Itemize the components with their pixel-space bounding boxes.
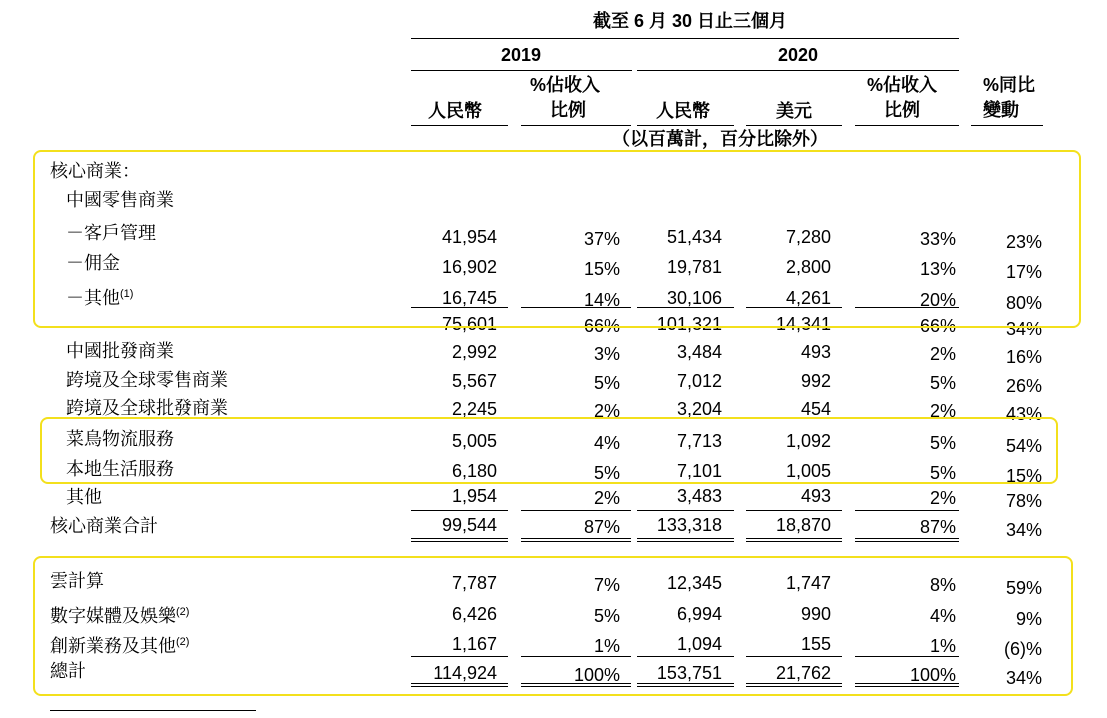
cell-rmb-2019: 6,426	[451, 604, 497, 624]
cell-pct-2019: 7%	[593, 575, 620, 595]
cell-rmb-2019: 2,992	[451, 342, 497, 362]
cell-pct-2020: 4%	[929, 606, 956, 626]
footnote-marker: (2)	[176, 636, 190, 648]
cell-pct-2019: 15%	[583, 259, 620, 279]
cell-yoy-change: 9%	[1015, 609, 1042, 629]
cell-pct-2020: 87%	[919, 517, 956, 537]
cell-pct-2019: 66%	[583, 316, 620, 336]
row-label	[66, 397, 228, 419]
year-2019-header: 2019	[500, 45, 542, 65]
cell-rmb-2020: 7,713	[676, 431, 722, 451]
cell-rmb-2019: 16,745	[441, 288, 497, 308]
cell-pct-2019: 37%	[583, 229, 620, 249]
cell-rmb-2020: 3,484	[676, 342, 722, 362]
cell-pct-2020: 2%	[929, 344, 956, 364]
cell-rmb-2019: 1,167	[451, 634, 497, 654]
cell-yoy-change: 17%	[1005, 262, 1042, 282]
year-2019-underline	[411, 70, 632, 71]
cell-rmb-2019: 16,902	[441, 257, 497, 277]
cell-rmb-2019: 5,005	[451, 431, 497, 451]
cell-pct-2020: 33%	[919, 229, 956, 249]
col-rmb-2020-header: 人民幣	[656, 101, 710, 121]
cell-usd-2020: 990	[800, 604, 831, 624]
row-label-text: 跨境及全球零售商業	[66, 370, 228, 390]
core-total-double-rule	[855, 538, 959, 542]
cell-pct-2019: 100%	[573, 665, 620, 685]
col-yoy-header-line1: %同比	[983, 75, 1036, 95]
col-usd-2020-header: 美元	[776, 101, 812, 121]
cell-pct-2020: 2%	[929, 401, 956, 421]
cell-pct-2020: 5%	[929, 433, 956, 453]
cell-rmb-2020: 1,094	[676, 634, 722, 654]
cell-rmb-2020: 133,318	[656, 515, 722, 535]
year-2020-underline	[637, 70, 959, 71]
cell-pct-2019: 87%	[583, 517, 620, 537]
cell-rmb-2019: 75,601	[441, 314, 497, 334]
footnote-rule	[50, 710, 256, 711]
core-total-double-rule	[637, 538, 734, 542]
cell-yoy-change: 34%	[1005, 319, 1042, 339]
cell-pct-2020: 2%	[929, 488, 956, 508]
cell-rmb-2019: 1,954	[451, 486, 497, 506]
cell-yoy-change: 54%	[1005, 436, 1042, 456]
cell-usd-2020: 21,762	[775, 663, 831, 683]
row-label	[50, 515, 158, 537]
col-pct-2019-header-line1: %佔收入	[530, 75, 601, 95]
cell-pct-2019: 5%	[593, 373, 620, 393]
cell-pct-2019: 4%	[593, 433, 620, 453]
year-2020-header: 2020	[777, 45, 819, 65]
cell-rmb-2019: 99,544	[441, 515, 497, 535]
cell-pct-2019: 5%	[593, 463, 620, 483]
cell-usd-2020: 155	[800, 634, 831, 654]
cell-usd-2020: 1,747	[785, 573, 831, 593]
cell-pct-2019: 14%	[583, 290, 620, 310]
row-label	[66, 369, 228, 391]
core-total-double-rule	[411, 538, 508, 542]
cell-yoy-change: (6)%	[1003, 639, 1042, 659]
cell-yoy-change: 59%	[1005, 578, 1042, 598]
cell-rmb-2019: 41,954	[441, 227, 497, 247]
col-pct-2020-header-line2: 比例	[884, 100, 920, 120]
cell-usd-2020: 454	[800, 399, 831, 419]
cell-yoy-change: 34%	[1005, 520, 1042, 540]
cell-rmb-2019: 2,245	[451, 399, 497, 419]
cell-pct-2020: 5%	[929, 463, 956, 483]
cell-rmb-2020: 101,321	[656, 314, 722, 334]
core-total-rule	[521, 510, 631, 511]
header-rule-6	[971, 125, 1043, 126]
cell-yoy-change: 15%	[1005, 466, 1042, 486]
cell-rmb-2020: 12,345	[666, 573, 722, 593]
row-label-text: 本地生活服務	[66, 459, 174, 479]
row-label-text: 數字媒體及娛樂	[50, 606, 176, 626]
period-header: 截至 6 月 30 日止三個月	[592, 11, 788, 31]
cell-rmb-2019: 5,567	[451, 371, 497, 391]
row-label-text: 核心商業合計	[50, 516, 158, 536]
cell-yoy-change: 26%	[1005, 376, 1042, 396]
row-label-text: 核心商業：	[50, 161, 140, 181]
cell-pct-2020: 8%	[929, 575, 956, 595]
row-label-text: 跨境及全球批發商業	[66, 398, 228, 418]
cell-rmb-2020: 3,483	[676, 486, 722, 506]
highlight-box-china-retail	[33, 150, 1081, 328]
header-rule-5	[855, 125, 959, 126]
cell-usd-2020: 7,280	[785, 227, 831, 247]
cell-usd-2020: 18,870	[775, 515, 831, 535]
cell-yoy-change: 23%	[1005, 232, 1042, 252]
cell-rmb-2020: 19,781	[666, 257, 722, 277]
footnote-marker: (2)	[176, 606, 190, 618]
cell-pct-2020: 100%	[909, 665, 956, 685]
core-total-rule	[637, 510, 734, 511]
footnote-marker: (1)	[120, 288, 134, 300]
cell-pct-2020: 1%	[929, 636, 956, 656]
cell-pct-2019: 5%	[593, 606, 620, 626]
cell-pct-2020: 13%	[919, 259, 956, 279]
cell-usd-2020: 493	[800, 486, 831, 506]
row-label-text: －其他	[66, 288, 120, 308]
cell-yoy-change: 80%	[1005, 293, 1042, 313]
cell-usd-2020: 14,341	[775, 314, 831, 334]
cell-rmb-2020: 7,101	[676, 461, 722, 481]
row-label-text: －佣金	[66, 253, 120, 273]
core-total-double-rule	[521, 538, 631, 542]
row-label	[66, 486, 102, 508]
cell-usd-2020: 2,800	[785, 257, 831, 277]
cell-usd-2020: 493	[800, 342, 831, 362]
header-rule-4	[746, 125, 842, 126]
col-rmb-2019-header: 人民幣	[428, 101, 482, 121]
col-yoy-header-line2: 變動	[983, 100, 1019, 120]
cell-yoy-change: 43%	[1005, 404, 1042, 424]
cell-usd-2020: 4,261	[785, 288, 831, 308]
cell-rmb-2019: 114,924	[433, 663, 497, 683]
cell-pct-2020: 20%	[919, 290, 956, 310]
header-rule-3	[637, 125, 734, 126]
row-label-text: 其他	[66, 487, 102, 507]
header-rule-1	[411, 125, 508, 126]
header-rule-2	[521, 125, 631, 126]
cell-pct-2019: 2%	[593, 488, 620, 508]
col-pct-2019-header-line2: 比例	[550, 100, 586, 120]
row-label-text: 中國零售商業	[66, 190, 174, 210]
unit-note: （以百萬計，百分比除外）	[612, 129, 828, 149]
period-underline	[411, 38, 959, 39]
row-label-text: 菜鳥物流服務	[66, 429, 174, 449]
cell-yoy-change: 78%	[1005, 491, 1042, 511]
cell-pct-2019: 3%	[593, 344, 620, 364]
cell-rmb-2019: 6,180	[451, 461, 497, 481]
cell-rmb-2020: 6,994	[676, 604, 722, 624]
core-total-rule	[855, 510, 959, 511]
cell-usd-2020: 992	[800, 371, 831, 391]
row-label-text: 中國批發商業	[66, 341, 174, 361]
cell-pct-2019: 1%	[593, 636, 620, 656]
cell-rmb-2019: 7,787	[451, 573, 497, 593]
row-label-text: －客戶管理	[66, 223, 156, 243]
core-total-double-rule	[746, 538, 842, 542]
cell-pct-2019: 2%	[593, 401, 620, 421]
cell-usd-2020: 1,005	[785, 461, 831, 481]
cell-yoy-change: 34%	[1005, 668, 1042, 688]
core-total-rule	[746, 510, 842, 511]
col-pct-2020-header-line1: %佔收入	[867, 75, 938, 95]
cell-rmb-2020: 51,434	[666, 227, 722, 247]
cell-pct-2020: 5%	[929, 373, 956, 393]
cell-rmb-2020: 7,012	[676, 371, 722, 391]
row-label	[66, 340, 174, 362]
row-label-text: 創新業務及其他	[50, 636, 176, 656]
cell-rmb-2020: 153,751	[656, 663, 722, 683]
cell-yoy-change: 16%	[1005, 347, 1042, 367]
highlight-box-logistics-local	[40, 417, 1058, 484]
core-total-rule	[411, 510, 508, 511]
cell-rmb-2020: 3,204	[676, 399, 722, 419]
highlight-box-other-segments	[33, 556, 1073, 696]
cell-pct-2020: 66%	[919, 316, 956, 336]
row-label-text: 總計	[50, 661, 86, 681]
cell-rmb-2020: 30,106	[666, 288, 722, 308]
row-label-text: 雲計算	[50, 571, 104, 591]
cell-usd-2020: 1,092	[785, 431, 831, 451]
